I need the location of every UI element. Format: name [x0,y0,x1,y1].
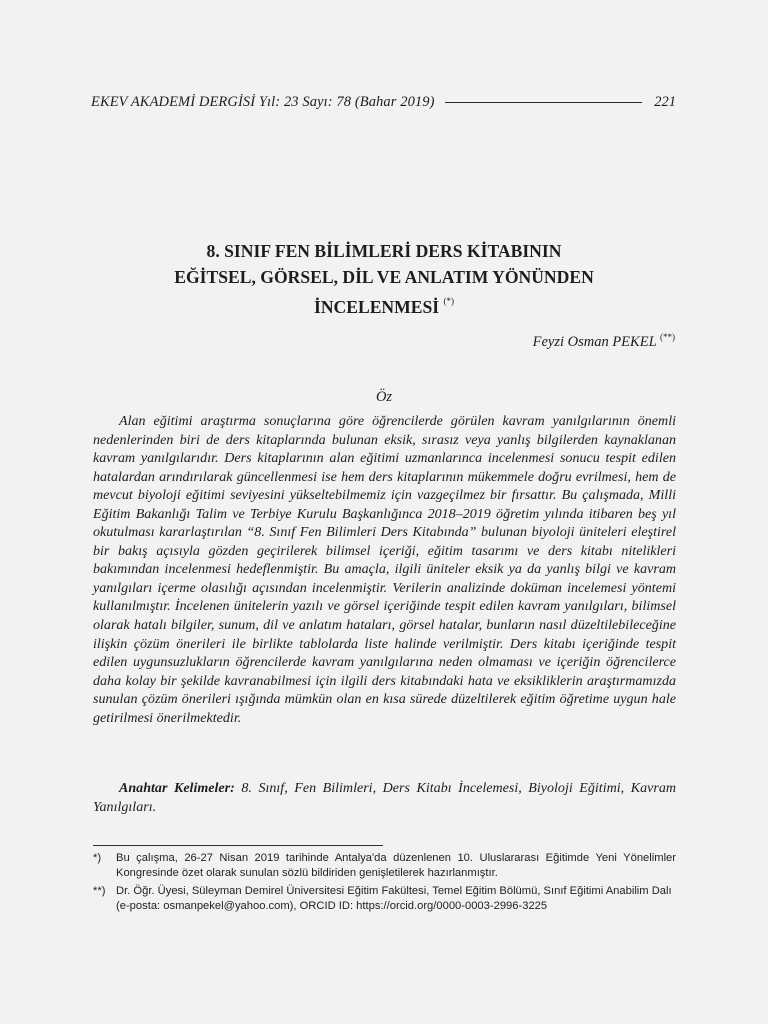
abstract-heading: Öz [375,389,393,405]
title-line-1: 8. SINIF FEN BİLİMLERİ DERS KİTABININ [206,241,562,261]
footnote-1-text: Bu çalışma, 26-27 Nisan 2019 tarihinde Antalya'da düzenlenen 10. Uluslararası Eğitimde Yeni Yönelimler Kongresinde özet olarak sunulan sözlü bildiriden genişletilerek hazırlanmıştır. [116,852,676,879]
running-header [91,92,676,112]
author-line [533,332,675,351]
footnotes [93,851,676,917]
title-line-3-text: İNCELENMESİ [313,296,440,317]
footnote-2-mark: **) [93,885,106,898]
footnote-2 [93,884,676,913]
author-name: Feyzi Osman PEKEL [532,333,657,350]
footnote-2-affiliation: Dr. Öğr. Üyesi, Süleyman Demirel Üniversitesi Eğitim Fakültesi, Temel Eğitim Bölümü, Sınıf Eğitimi Anabilim Dalı [116,885,672,898]
author-footnote-mark: (**) [660,332,675,342]
title-line-3 [60,290,708,320]
keywords-label: Anahtar Kelimeler: [119,780,235,796]
title-footnote-mark: (*) [443,296,455,306]
keywords [93,779,676,816]
article-title [60,238,708,320]
journal-running-head: EKEV AKADEMİ DERGİSİ Yıl: 23 Sayı: 78 (Bahar 2019) [91,93,435,110]
footnote-1-mark: *) [93,852,102,864]
footnote-2-contact: (e-posta: osmanpekel@yahoo.com), ORCID ID: https://orcid.org/0000-0003-2996-3225 [116,899,548,912]
footnote-1-body [116,851,676,880]
footnote-rule [93,845,383,846]
title-line-2: EĞİTSEL, GÖRSEL, DİL VE ANLATIM YÖNÜNDEN [174,267,594,287]
page-number: 221 [654,93,676,110]
keywords-text: 8. Sınıf, Fen Bilimleri, Ders Kitabı İncelemesi, Biyoloji Eğitimi, Kavram Yanılgıları. [93,780,676,815]
header-rule [445,102,643,103]
abstract-body: Alan eğitimi araştırma sonuçlarına göre öğrencilerde görülen kavram yanılgılarının önemli nedenlerinden biri de ders kitaplarında bulunan eksik, sırasız veya yanlış bilgilerden kaynaklanan kavram yanılgılarıdır. Ders kitaplarının alan eğitimi uzmanlarınca incelenmesi sonucu tespit edilen hatalardan arındırılarak güncellenmesi ise hem ders kitaplarının mükemmele doğru evrilmesi, hem de mevcut biyoloji eğitimi seviyesini yükseltebilmemiz için vazgeçilmez bir fırsattır. Bu çalışmada, Milli Eğitim Bakanlığı Talim ve Terbiye Kurulu Başkanlığınca 2018–2019 öğretim yılında itibaren beş yıl okutulması kararlaştırılan “8. Sınıf Fen Bilimleri Ders Kitabında” bulunan biyoloji üniteleri eleştirel bir bakış açısıyla gözden geçirilerek bilimsel içeriği, eğitim tasarımı ve ders kitabı nitelikleri bakımından incelenmesi hedeflenmiştir. Bu amaçla, ilgili üniteler eksik ya da yanlış bilgi ve kavram yanılgıları içerme olasılığı açısından incelenmiştir. Verilerin analizinde doküman incelemesi yöntemi kullanılmıştır. İncelenen ünitelerin yazılı ve görsel içeriğinde tespit edilen kavram yanılgıları, bilimsel olarak hatalı bilgiler, sunum, dil ve anlatım hataları, görsel hatalar, bunların nasıl düzeltilebileceğine ilişkin çözüm önerileri ile birlikte tablolarda liste halinde verilmiştir. Ders kitabı içeriğinde tespit edilen uygunsuzlukların öğrencilerde kavram yanılgılarına neden olmaması ve içeriğin öğrencilerce daha kolay bir şekilde kavranabilmesi için ilgili ders kitabındaki hata ve eksikliklerin araştırmamızda sunulan çözüm önerileri ışığında mümkün olan en kısa sürede düzeltilerek eğitim öğretime uygun hale getirilmesi önerilmektedir. [93,413,676,726]
footnote-2-body [116,884,676,913]
footnote-1 [93,851,676,880]
